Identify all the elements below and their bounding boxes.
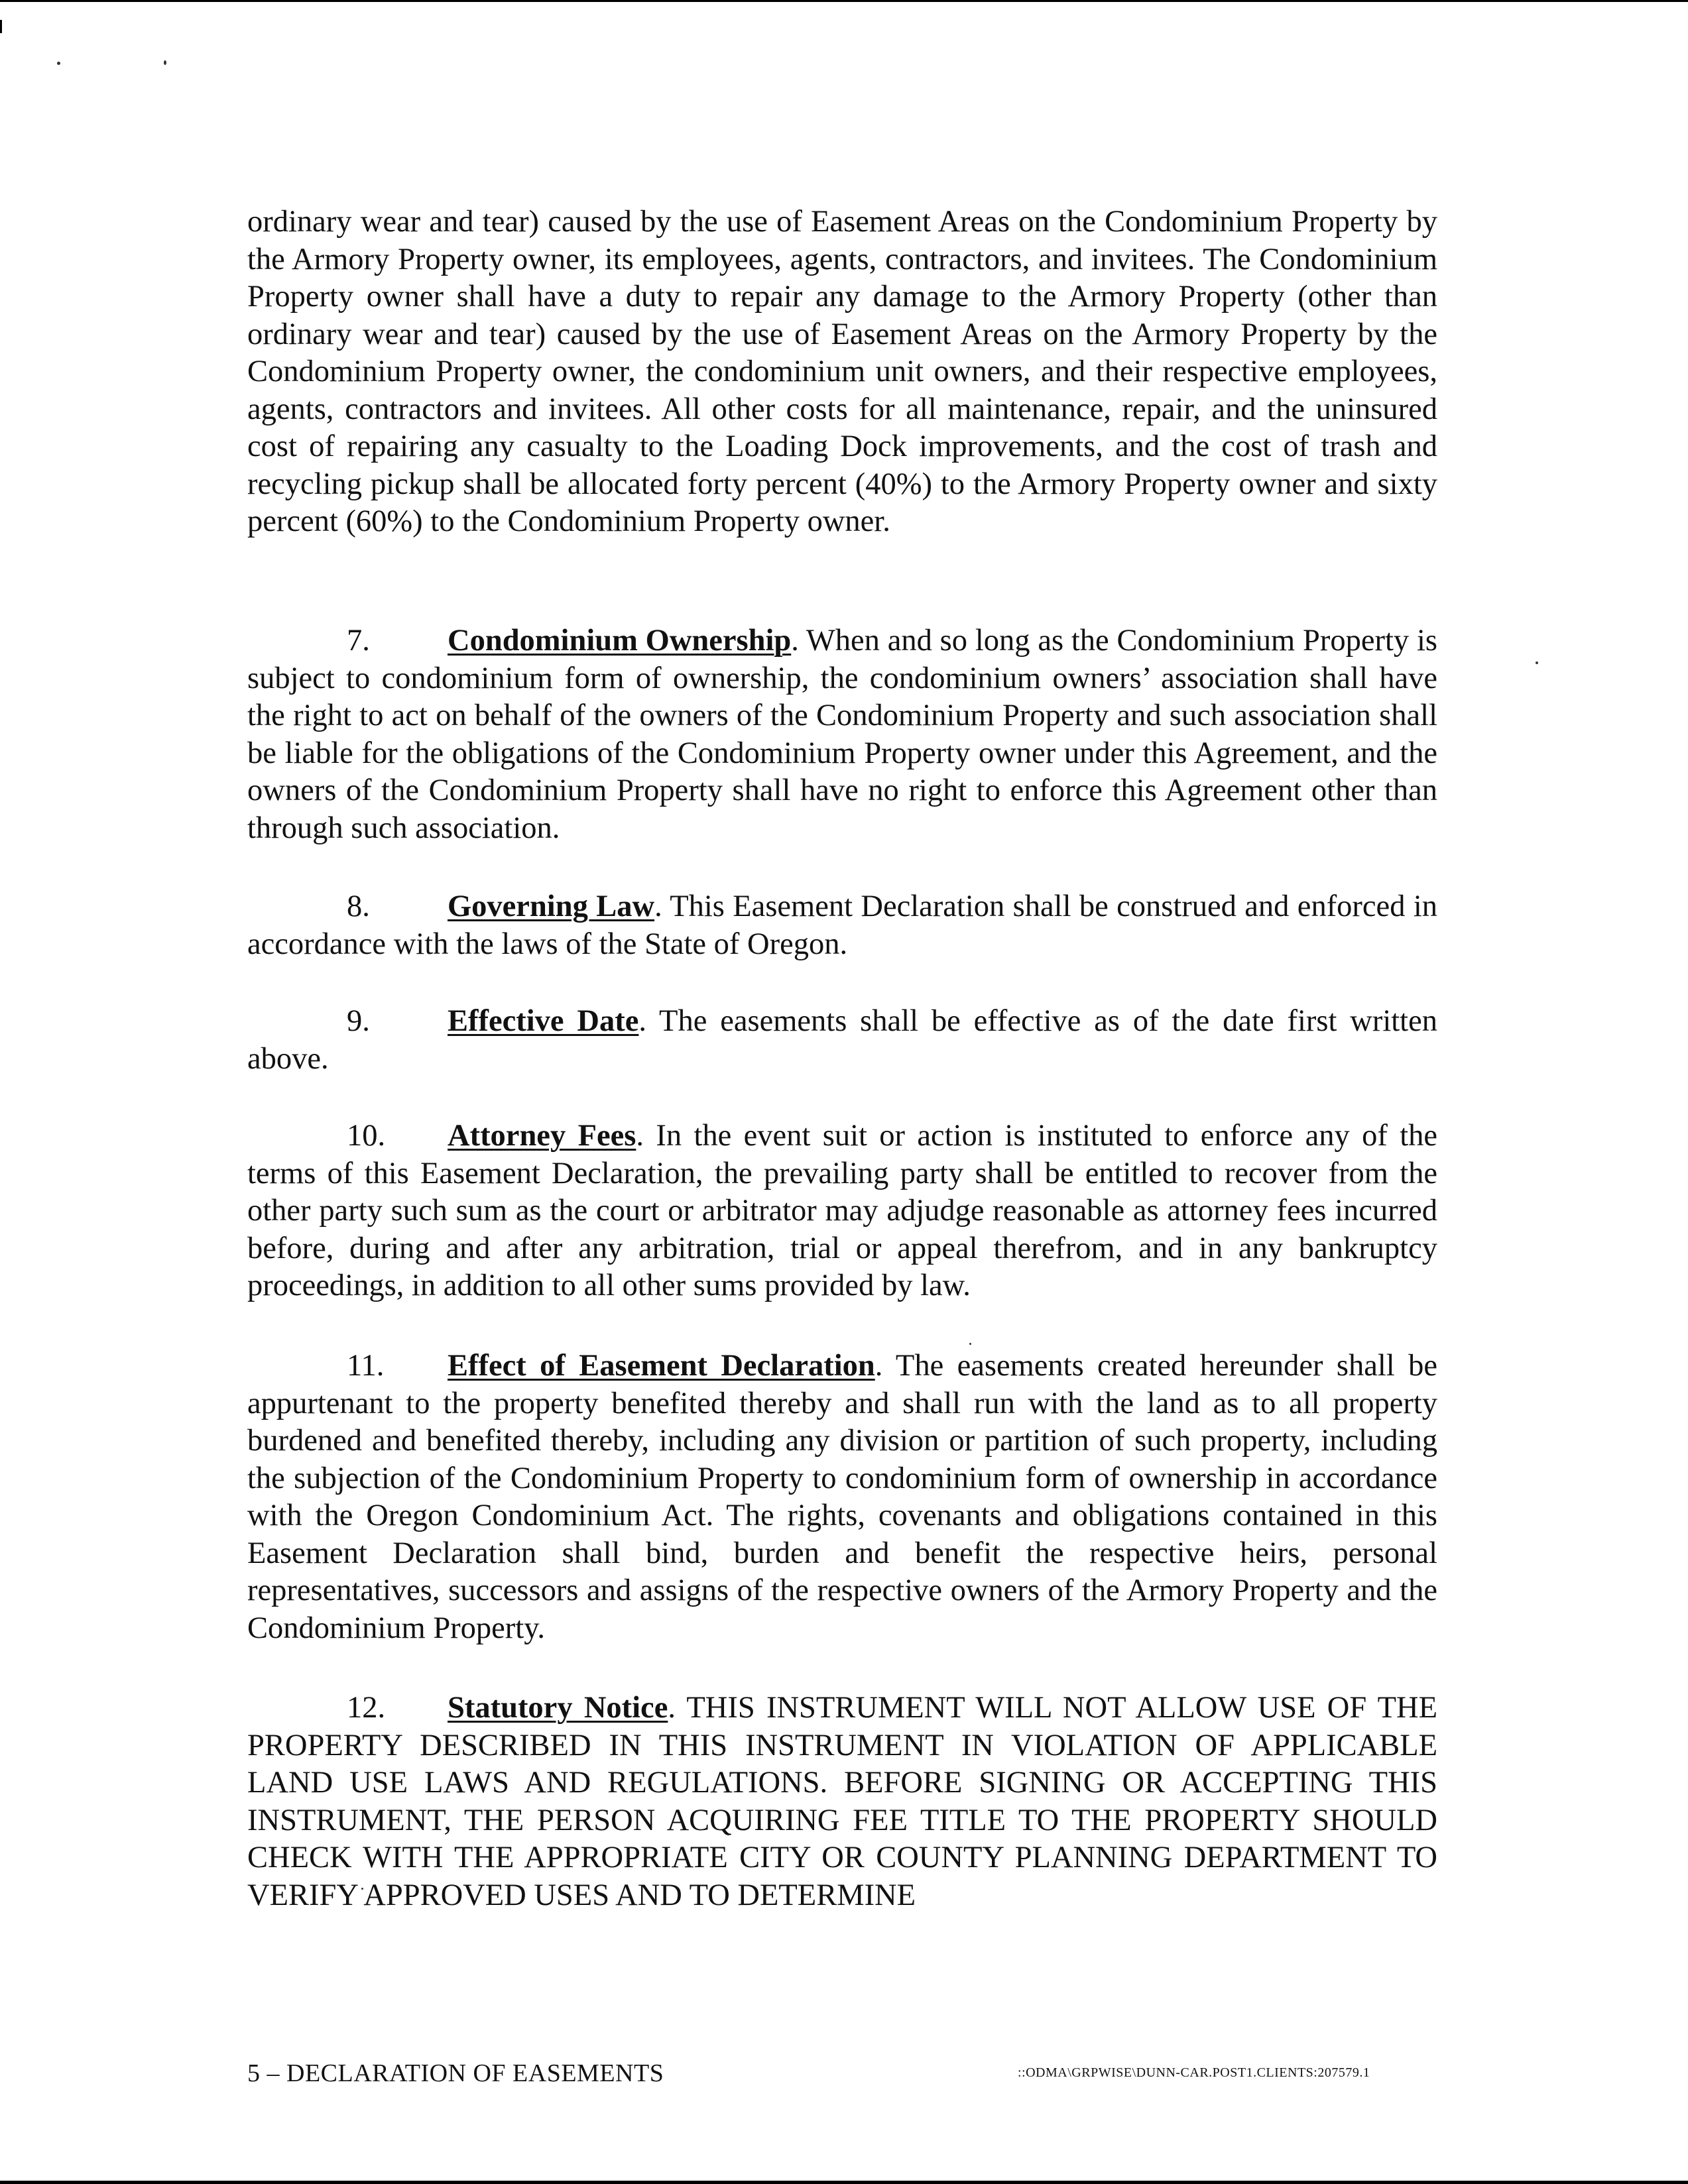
section-heading: Condominium Ownership (448, 624, 792, 658)
footer-doc-path: ::ODMA\GRPWISE\DUNN-CAR.POST1.CLIENTS:207579.1 (1018, 2065, 1370, 2080)
scan-speck (164, 60, 166, 65)
section-heading: Statutory Notice (448, 1691, 668, 1725)
section-12 (247, 1690, 1437, 1914)
section-number: 7. (347, 624, 370, 658)
scan-edge-bottom (0, 2181, 1688, 2184)
section-7 (247, 622, 1437, 847)
section-body: . The easements created hereunder shall be appurtenant to the property benefited thereby and shall run with the land as to all property burdened and benefited thereby, including any division or partition of such property, including the subjection of the Condominium Property to condominium form of ownership in accordance with the Oregon Condominium Act. The rights, covenants and obligations contained in this Easement Declaration shall bind, burden and benefit the respective heirs, personal representatives, successors and assigns of the respective owners of the Armory Property and the Condominium Property. (247, 1349, 1437, 1645)
section-body: . In the event suit or action is instituted to enforce any of the terms of this Easement Declaration, the prevailing party shall be entitled to recover from the other party such sum as the court or arbitrator may adjudge reasonable as attorney fees incurred before, during and after any arbitration, trial or appeal therefrom, and in any bankruptcy proceedings, in addition to all other sums provided by law. (247, 1119, 1438, 1302)
scan-mark (0, 20, 2, 33)
section-9 (247, 1003, 1437, 1078)
section-body: . When and so long as the Condominium Property is subject to condominium form of ownership, the condominium owners’ association shall have the right to act on behalf of the owners of the Condominium Property and such association shall be liable for the obligations of the Condominium Property owner under this Agreement, and the owners of the Condominium Property shall have no right to enforce this Agreement other than through such association. (247, 624, 1437, 845)
section-heading: Governing Law (448, 890, 655, 923)
scan-speck (57, 62, 60, 65)
section-heading: Attorney Fees (448, 1119, 636, 1153)
section-8 (247, 888, 1437, 963)
section-body: . THIS INSTRUMENT WILL NOT ALLOW USE OF THE PROPERTY DESCRIBED IN THIS INSTRUMENT IN VIOLATION OF APPLICABLE LAND USE LAWS AND REGULATIONS. BEFORE SIGNING OR ACCEPTING THIS INSTRUMENT, THE PERSON ACQUIRING FEE TITLE TO THE PROPERTY SHOULD CHECK WITH THE APPROPRIATE CITY OR COUNTY PLANNING DEPARTMENT TO VERIFY APPROVED USES AND TO DETERMINE (247, 1691, 1437, 1912)
section-heading: Effect of Easement Declaration (448, 1349, 875, 1383)
section-number: 8. (347, 890, 370, 923)
section-body: . This Easement Declaration shall be construed and enforced in accordance with the laws of the State of Oregon. (247, 890, 1437, 961)
section-heading: Effective Date (448, 1004, 639, 1038)
scan-speck (969, 1343, 971, 1345)
section-number: 11. (347, 1349, 385, 1383)
scan-speck (1536, 661, 1538, 664)
intro-paragraph (247, 203, 1437, 541)
section-10 (247, 1118, 1437, 1305)
section-number: 9. (347, 1004, 370, 1038)
section-11 (247, 1348, 1437, 1647)
section-body: . The easements shall be effective as of the date first written above. (247, 1004, 1437, 1076)
section-number: 12. (347, 1691, 386, 1725)
section-number: 10. (347, 1119, 386, 1153)
intro-text: ordinary wear and tear) caused by the use of Easement Areas on the Condominium Property by the Armory Property owner, its employees, agents, contractors, and invitees. The Condominium Property owner shall have a duty to repair any damage to the Armory Property (other than ordinary wear and tear) caused by the use of Easement Areas on the Armory Property by the Condominium Property owner, the condominium unit owners, and their respective employees, agents, contractors and invitees. All other costs for all maintenance, repair, and the uninsured cost of repairing any casualty to the Loading Dock improvements, and the cost of trash and recycling pickup shall be allocated forty percent (40%) to the Armory Property owner and sixty percent (60%) to the Condominium Property owner. (247, 205, 1437, 538)
scan-edge-top (0, 0, 1688, 2)
footer-page-label: 5 – DECLARATION OF EASEMENTS (247, 2059, 664, 2087)
